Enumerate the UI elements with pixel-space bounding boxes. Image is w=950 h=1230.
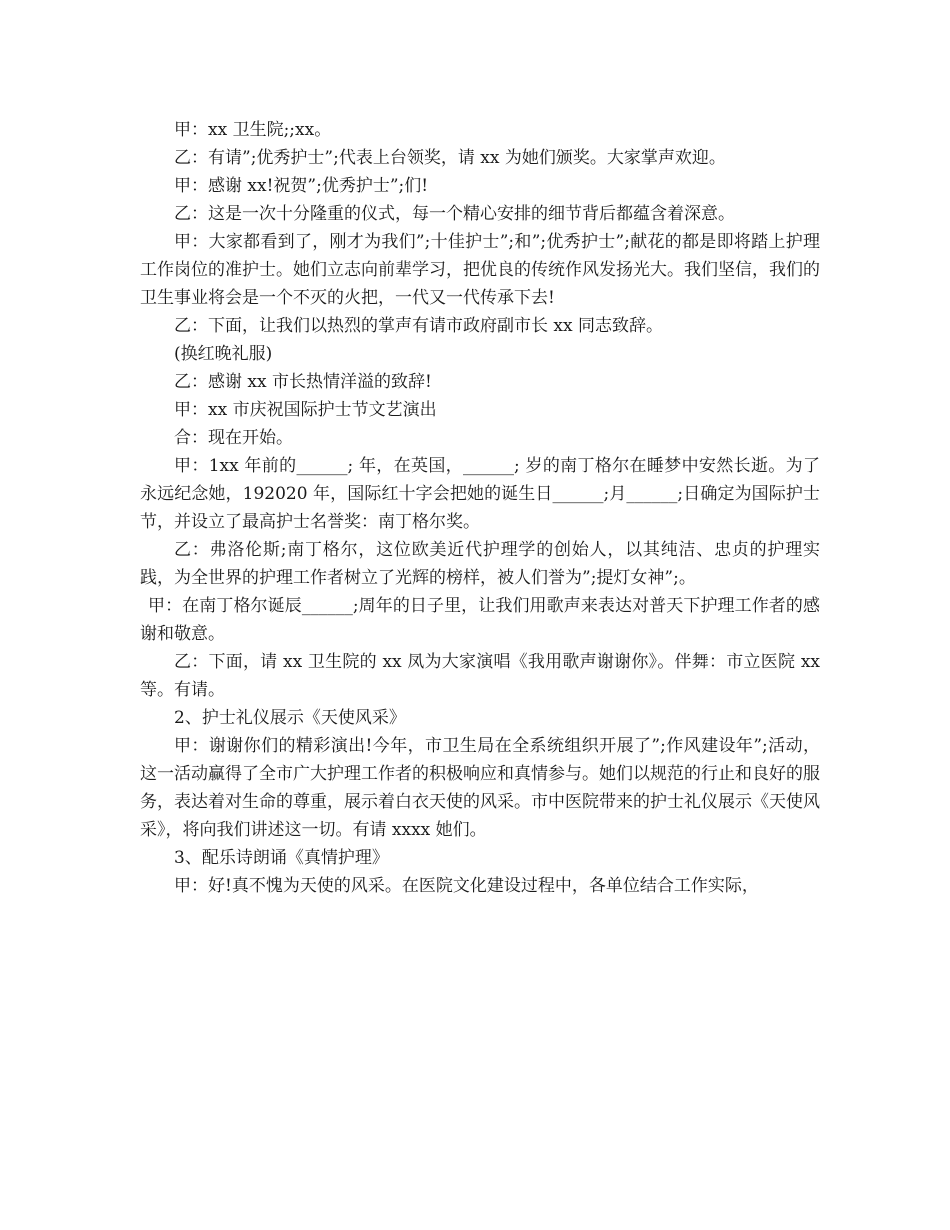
paragraph: (换红晚礼服) (174, 344, 273, 364)
paragraph: 甲：xx 卫生院;;xx。 (174, 120, 332, 140)
paragraph: 甲：好!真不愧为天使的风采。在医院文化建设过程中，各单位结合工作实际， (174, 876, 759, 896)
section-heading: 2、护士礼仪展示《天使风采》 (174, 708, 406, 728)
document-body (140, 116, 820, 900)
paragraph: 乙：下面，让我们以热烈的掌声有请市政府副市长 xx 同志致辞。 (174, 316, 663, 336)
paragraph: 甲：大家都看到了，刚才为我们”;十佳护士”;和”;优秀护士”;献花的都是即将踏上护理工作岗位的准护士。她们立志向前辈学习，把优良的传统作风发扬光大。我们坚信，我们的卫生事业将会是一个不灭的火把，一代又一代传承下去! (140, 232, 820, 308)
paragraph: 乙：这是一次十分隆重的仪式，每一个精心安排的细节背后都蕴含着深意。 (174, 204, 735, 224)
paragraph: 甲：在南丁格尔诞辰______;周年的日子里，让我们用歌声来表达对普天下护理工作者的感谢和敬意。 (140, 596, 820, 644)
paragraph: 甲：感谢 xx!祝贺”;优秀护士”;们! (174, 176, 429, 196)
paragraph: 乙：有请”;优秀护士”;代表上台领奖，请 xx 为她们颁奖。大家掌声欢迎。 (174, 148, 726, 168)
paragraph: 合：现在开始。 (174, 428, 293, 448)
section-heading: 3、配乐诗朗诵《真情护理》 (174, 848, 389, 868)
paragraph: 乙：弗洛伦斯;南丁格尔，这位欧美近代护理学的创始人，以其纯洁、忠贞的护理实践，为全世界的护理工作者树立了光辉的榜样，被人们誉为”;提灯女神”;。 (140, 540, 820, 588)
paragraph: 甲：1xx 年前的______; 年，在英国，______; 岁的南丁格尔在睡梦中安然长逝。为了永远纪念她，192020 年，国际红十字会把她的诞生日______;月______;日确定为国际护士节，并设立了最高护士名誉奖：南丁格尔奖。 (140, 456, 820, 532)
paragraph: 乙：下面，请 xx 卫生院的 xx 凤为大家演唱《我用歌声谢谢你》。伴舞：市立医院 xx 等。有请。 (140, 652, 820, 700)
paragraph: 甲：谢谢你们的精彩演出!今年，市卫生局在全系统组织开展了”;作风建设年”;活动，这一活动赢得了全市广大护理工作者的积极响应和真情参与。她们以规范的行止和良好的服务，表达着对生命的尊重，展示着白衣天使的风采。市中医院带来的护士礼仪展示《天使风采》，将向我们讲述这一切。有请 xxxx 她们。 (140, 736, 820, 840)
paragraph: 乙：感谢 xx 市长热情洋溢的致辞! (174, 372, 432, 392)
paragraph: 甲：xx 市庆祝国际护士节文艺演出 (174, 400, 437, 420)
